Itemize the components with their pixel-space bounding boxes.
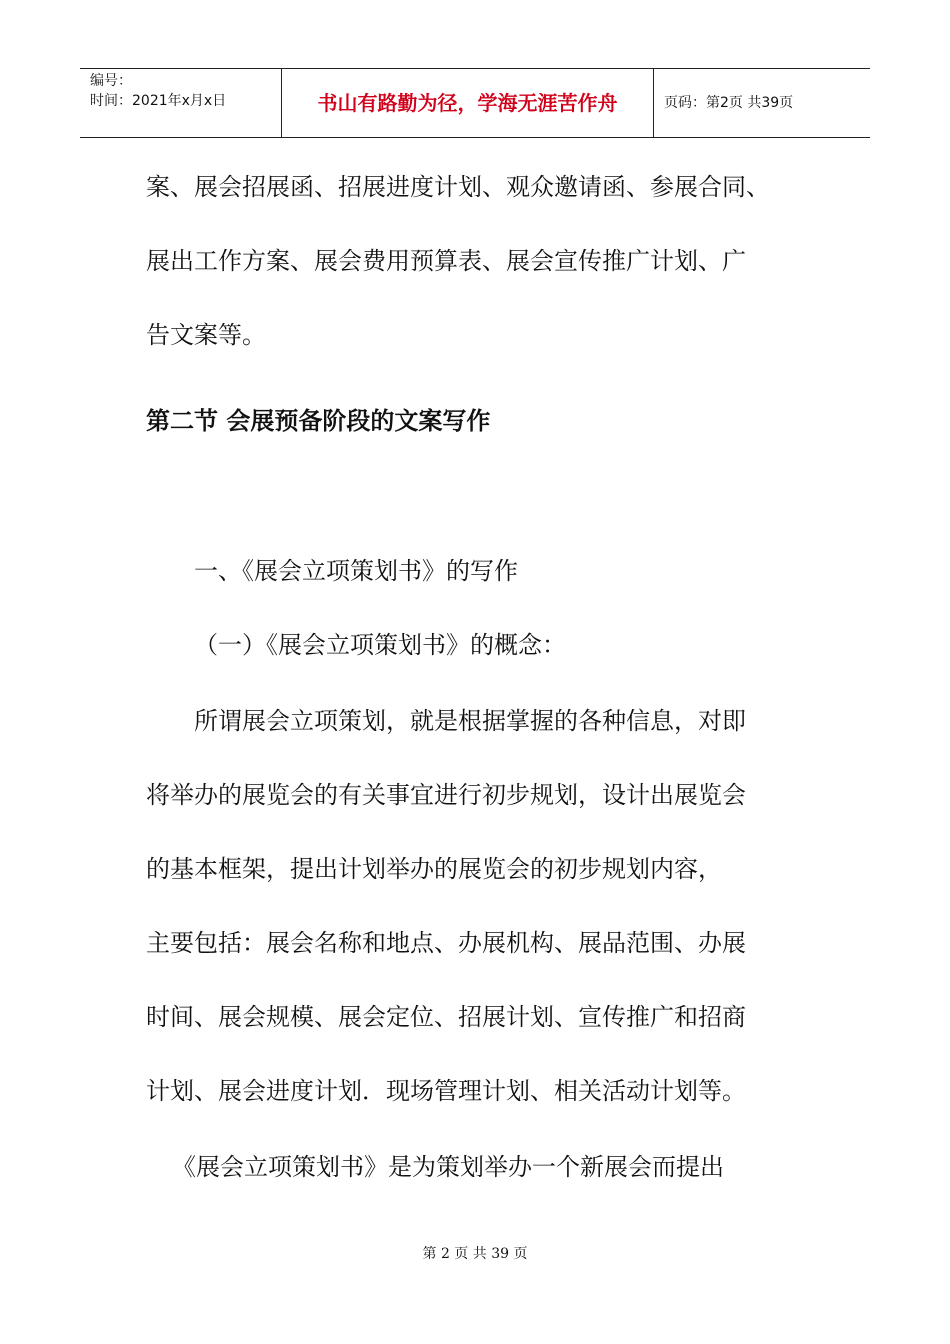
page-footer: 第 2 页 共 39 页	[422, 1246, 528, 1262]
section-heading: 第二节 会展预备阶段的文案写作	[146, 407, 491, 435]
paragraph-line: 所谓展会立项策划，就是根据掌握的各种信息，对即	[194, 707, 746, 735]
paragraph-line: 《展会立项策划书》是为策划举办一个新展会而提出	[172, 1153, 724, 1181]
document-date-label: 时间：2021年x月x日	[90, 93, 227, 109]
body-line: 案、展会招展函、招展进度计划、观众邀请函、参展合同、	[146, 173, 770, 201]
subsection-title: 一、《展会立项策划书》的写作	[194, 557, 518, 585]
body-line: 展出工作方案、展会费用预算表、展会宣传推广计划、广	[146, 247, 746, 275]
header-motto: 书山有路勤为径，学海无涯苦作舟	[317, 91, 618, 115]
paragraph-line: 时间、展会规模、展会定位、招展计划、宣传推广和招商	[146, 1003, 746, 1031]
body-line: 告文案等。	[146, 321, 266, 349]
header-page-cell	[654, 69, 870, 137]
paragraph-line: 将举办的展览会的有关事宜进行初步规划，设计出展览会	[146, 781, 746, 809]
paragraph-line: 计划、展会进度计划．现场管理计划、相关活动计划等。	[146, 1077, 746, 1105]
header-meta-cell	[80, 69, 280, 137]
paragraph-line: 的基本框架，提出计划举办的展览会的初步规划内容，	[146, 855, 722, 883]
document-number-label: 编号：	[90, 73, 132, 89]
page-header	[80, 68, 870, 138]
sub-subsection-title: （一）《展会立项策划书》的概念：	[194, 631, 566, 659]
header-motto-cell	[281, 69, 654, 137]
header-page-info: 页码：第2页 共39页	[664, 95, 794, 111]
paragraph-line: 主要包括：展会名称和地点、办展机构、展品范围、办展	[146, 929, 746, 957]
